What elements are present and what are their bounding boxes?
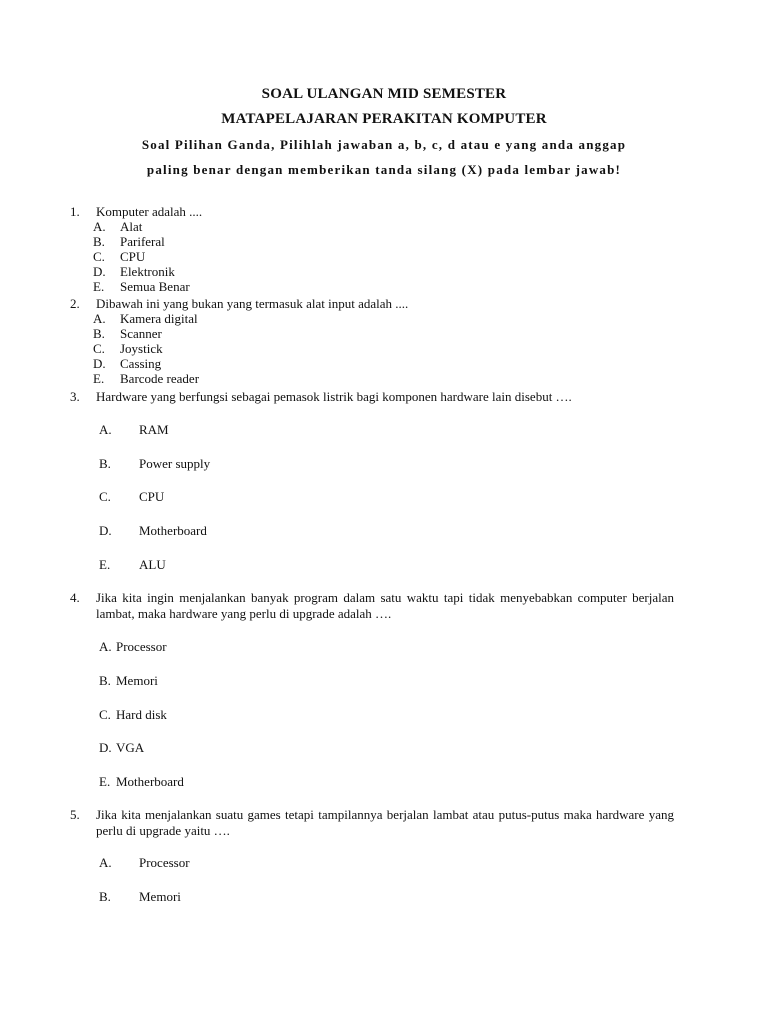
option-text: Processor bbox=[116, 639, 167, 654]
question-number: 3. bbox=[70, 389, 80, 404]
option-text: CPU bbox=[139, 489, 165, 504]
question-number: 4. bbox=[70, 590, 80, 605]
question-text: Komputer adalah .... bbox=[96, 204, 203, 219]
question-number: 1. bbox=[70, 204, 80, 219]
option-letter: A. bbox=[99, 639, 112, 654]
exam-title: SOAL ULANGAN MID SEMESTER bbox=[261, 86, 507, 102]
option-letter: D. bbox=[93, 356, 106, 371]
option-letter: C. bbox=[99, 489, 111, 504]
option-text: Memori bbox=[116, 673, 158, 688]
option-letter: E. bbox=[93, 371, 105, 386]
option-letter: E. bbox=[99, 774, 111, 789]
option-letter: B. bbox=[99, 889, 111, 904]
option-text: Memori bbox=[139, 889, 181, 904]
option-text: Motherboard bbox=[116, 774, 184, 789]
option-letter: A. bbox=[93, 311, 106, 326]
option-text: Motherboard bbox=[139, 523, 207, 538]
option-letter: D. bbox=[99, 740, 112, 755]
option-letter: B. bbox=[99, 456, 111, 471]
question-text: Hardware yang berfungsi sebagai pemasok listrik bagi komponen hardware lain disebut …. bbox=[96, 389, 572, 404]
option-letter: D. bbox=[99, 523, 112, 538]
option-text: Scanner bbox=[120, 326, 162, 341]
option-letter: B. bbox=[99, 673, 111, 688]
option-letter: A. bbox=[99, 422, 112, 437]
question-text: Dibawah ini yang bukan yang termasuk alat input adalah .... bbox=[96, 296, 409, 311]
question-text: Jika kita menjalankan suatu games tetapi tampilannya berjalan lambat atau putus-putus maka hardware yang perlu di upgrade yaitu …. bbox=[96, 807, 674, 838]
option-letter: B. bbox=[93, 326, 105, 341]
instructions-line-1: Soal Pilihan Ganda, Pilihlah jawaban a, b, c, d atau e yang anda anggap bbox=[141, 137, 627, 152]
option-text: Semua Benar bbox=[120, 279, 190, 294]
option-text: Barcode reader bbox=[120, 371, 200, 386]
question-number: 5. bbox=[70, 807, 80, 822]
option-text: Kamera digital bbox=[120, 311, 198, 326]
option-letter: A. bbox=[93, 219, 106, 234]
option-letter: E. bbox=[99, 557, 111, 572]
option-letter: E. bbox=[93, 279, 105, 294]
option-text: CPU bbox=[120, 249, 146, 264]
option-text: Cassing bbox=[120, 356, 162, 371]
option-text: ALU bbox=[139, 557, 166, 572]
option-letter: C. bbox=[93, 341, 105, 356]
option-text: RAM bbox=[139, 422, 169, 437]
option-letter: A. bbox=[99, 855, 112, 870]
option-text: Elektronik bbox=[120, 264, 175, 279]
option-text: Pariferal bbox=[120, 234, 165, 249]
option-text: VGA bbox=[116, 740, 145, 755]
question-text: Jika kita ingin menjalankan banyak program dalam satu waktu tapi tidak menyebabkan computer berjalan lambat, maka hardware yang perlu di upgrade adalah …. bbox=[96, 590, 674, 621]
subject-title: MATAPELAJARAN PERAKITAN KOMPUTER bbox=[221, 111, 547, 127]
option-text: Alat bbox=[120, 219, 143, 234]
option-letter: C. bbox=[99, 707, 111, 722]
option-letter: C. bbox=[93, 249, 105, 264]
option-text: Hard disk bbox=[116, 707, 167, 722]
option-text: Processor bbox=[139, 855, 190, 870]
option-text: Power supply bbox=[139, 456, 211, 471]
question-number: 2. bbox=[70, 296, 80, 311]
instructions-line-2: paling benar dengan memberikan tanda silang (X) pada lembar jawab! bbox=[146, 162, 622, 177]
option-text: Joystick bbox=[120, 341, 163, 356]
option-letter: D. bbox=[93, 264, 106, 279]
option-letter: B. bbox=[93, 234, 105, 249]
